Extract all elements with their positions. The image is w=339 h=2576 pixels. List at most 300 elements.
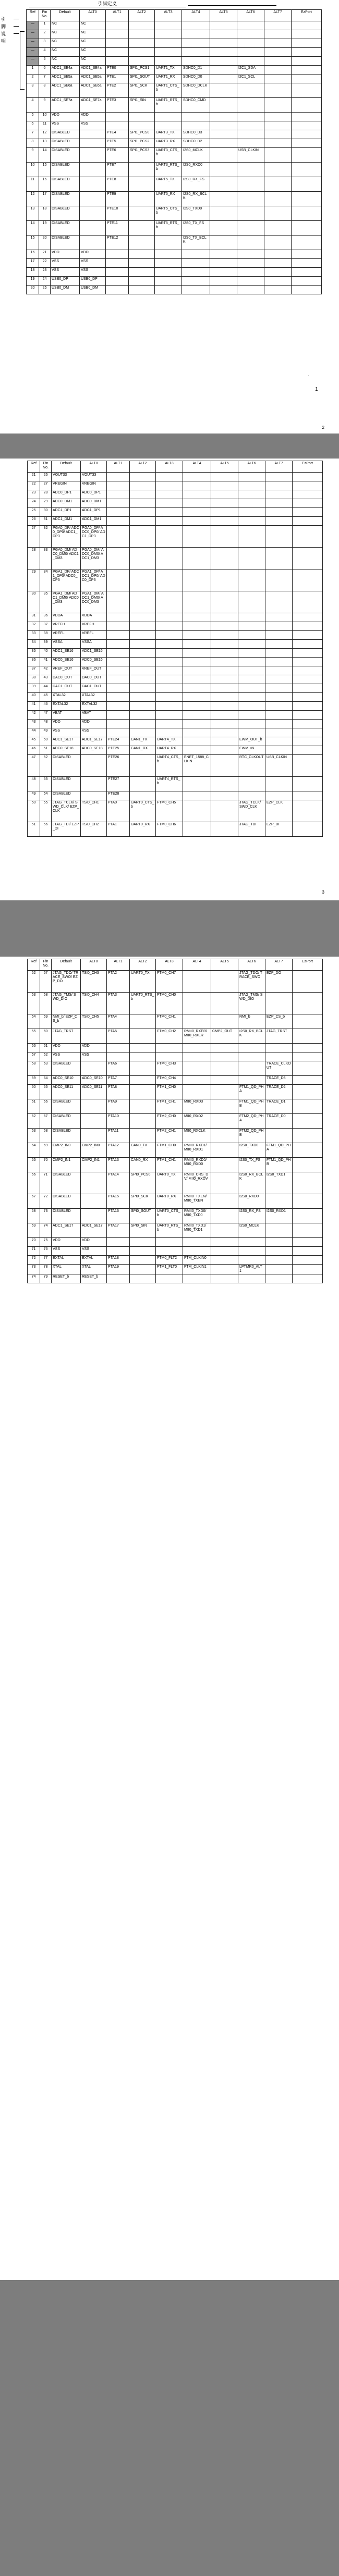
alt7-cell — [265, 1247, 293, 1256]
alt2-cell — [130, 1265, 156, 1274]
table-row — [28, 746, 323, 755]
alt4-cell: RMII0_TXD0/ MII0_TXD0 — [183, 1209, 211, 1223]
ref-cell: — — [27, 48, 39, 57]
alt4-cell — [182, 113, 210, 121]
alt0-cell — [80, 148, 106, 163]
pin-number-cell: 26 — [40, 473, 52, 481]
ref-cell: 60 — [28, 1085, 40, 1099]
ezport-cell — [293, 791, 323, 800]
table-row — [28, 1085, 323, 1099]
ezport-cell — [293, 800, 323, 822]
alt3-cell — [155, 236, 182, 250]
alt1-cell: PTE5 — [106, 139, 129, 148]
ref-cell: 9 — [27, 148, 39, 163]
alt2-cell: CAN0_RX — [130, 1158, 156, 1172]
ezport-cell — [292, 121, 322, 130]
ezport-cell — [293, 1029, 323, 1044]
table-row — [27, 66, 322, 75]
alt1-cell: PTA0 — [107, 800, 130, 822]
default-cell: DISABLED — [52, 1209, 81, 1223]
alt5-cell — [211, 481, 238, 490]
alt2-cell: SPI1_SIN — [129, 98, 155, 113]
alt3-cell: FTM1_CH0 — [156, 1143, 183, 1158]
alt2-cell — [130, 720, 156, 728]
alt6-cell — [238, 508, 265, 517]
default-cell: NC — [51, 48, 80, 57]
table-row — [27, 259, 322, 268]
alt6-cell — [237, 98, 264, 113]
pin-number-cell: 12 — [39, 130, 51, 139]
alt5-cell — [211, 1099, 238, 1114]
default-cell: DISABLED — [52, 1099, 81, 1114]
alt0-cell: ADC0_SE10 — [81, 1076, 107, 1085]
alt2-cell — [130, 1099, 156, 1114]
alt6-cell: LPTMR0_ALT1 — [238, 1265, 265, 1274]
ref-cell: 18 — [27, 268, 39, 277]
alt5-cell — [211, 755, 238, 777]
alt6-cell — [238, 1238, 265, 1247]
table-row — [28, 1044, 323, 1052]
default-cell: VSS — [51, 268, 80, 277]
ezport-cell — [293, 548, 323, 569]
ezport-cell — [293, 1265, 323, 1274]
default-cell: XTAL32 — [52, 693, 81, 702]
alt1-cell: PTA9 — [107, 1099, 130, 1114]
table-row — [28, 737, 323, 746]
alt2-cell — [130, 658, 156, 666]
alt4-cell — [182, 48, 210, 57]
alt5-cell — [210, 221, 237, 236]
table-row — [28, 1256, 323, 1265]
default-cell: VSSA — [52, 640, 81, 649]
alt1-cell — [107, 711, 130, 720]
pin-number-cell: 14 — [39, 148, 51, 163]
default-cell: DAC0_OUT — [52, 675, 81, 684]
alt7-cell: EZP_CS_b — [265, 1014, 293, 1029]
alt4-cell — [183, 631, 211, 640]
alt4-cell — [183, 1076, 211, 1085]
alt7-cell — [265, 569, 293, 591]
pin-number-cell: 58 — [40, 993, 52, 1014]
pin-number-cell: 70 — [40, 1158, 52, 1172]
alt5-cell — [210, 83, 237, 98]
alt3-cell — [156, 631, 183, 640]
pin-number-cell: 54 — [40, 791, 52, 800]
alt5-cell — [211, 508, 238, 517]
alt3-cell: UART1_RTS_b — [155, 98, 182, 113]
alt7-cell — [264, 30, 292, 39]
alt3-cell: UART1_TX — [155, 66, 182, 75]
pin-number-cell: 17 — [39, 192, 51, 206]
table-row — [27, 139, 322, 148]
alt6-cell: FTM1_QD_PHA — [238, 1085, 265, 1099]
alt7-cell — [265, 993, 293, 1014]
alt5-cell — [211, 499, 238, 508]
alt2-cell: UART0_RX — [130, 822, 156, 837]
table-row — [27, 121, 322, 130]
default-cell: VSS — [52, 728, 81, 737]
alt7-cell — [264, 163, 292, 177]
ref-cell: 31 — [28, 613, 40, 622]
ref-cell: 40 — [28, 693, 40, 702]
alt6-cell: USB_CLKIN — [237, 148, 264, 163]
ref-cell: 72 — [28, 1256, 40, 1265]
alt4-cell — [183, 693, 211, 702]
alt7-cell — [265, 1194, 293, 1209]
alt2-cell: SPI0_SCK — [130, 1194, 156, 1209]
alt3-cell — [156, 526, 183, 548]
alt4-cell — [182, 121, 210, 130]
alt7-cell — [264, 177, 292, 192]
ref-cell: 16 — [27, 250, 39, 259]
alt7-cell — [264, 121, 292, 130]
alt0-cell — [80, 177, 106, 192]
alt7-cell: FTM1_QD_PHB — [265, 1158, 293, 1172]
side-tick — [14, 26, 19, 27]
alt6-cell — [237, 286, 264, 294]
ezport-cell — [292, 268, 322, 277]
pin-number-cell: 75 — [40, 1238, 52, 1247]
alt0-cell — [81, 1129, 107, 1143]
ezport-cell — [292, 192, 322, 206]
alt7-cell — [264, 277, 292, 286]
alt1-cell — [106, 286, 129, 294]
alt3-cell — [156, 791, 183, 800]
alt6-cell — [238, 720, 265, 728]
alt5-cell — [210, 30, 237, 39]
alt1-cell: PTA10 — [107, 1114, 130, 1129]
default-cell: JTAG_TDI/ EZP_DI — [52, 822, 81, 837]
alt6-cell — [238, 666, 265, 675]
alt3-cell — [155, 21, 182, 30]
table-header-row — [28, 959, 323, 971]
alt4-cell — [183, 684, 211, 693]
pin-number-cell: 69 — [40, 1143, 52, 1158]
ref-cell: 13 — [27, 206, 39, 221]
alt0-cell: ADC0_SE18 — [81, 746, 107, 755]
alt5-cell — [211, 746, 238, 755]
alt7-cell — [264, 206, 292, 221]
alt6-cell — [238, 777, 265, 791]
ref-cell: 70 — [28, 1238, 40, 1247]
alt1-cell — [106, 21, 129, 30]
alt0-cell — [80, 192, 106, 206]
ref-cell: 17 — [27, 259, 39, 268]
side-label: 脚 — [1, 24, 6, 29]
pin-number-cell: 21 — [39, 250, 51, 259]
alt6-cell — [237, 121, 264, 130]
alt5-cell — [210, 48, 237, 57]
default-cell: VSS — [51, 121, 80, 130]
ezport-cell — [292, 39, 322, 48]
alt4-cell — [183, 517, 211, 526]
ezport-cell — [293, 684, 323, 693]
alt3-cell — [156, 481, 183, 490]
page-title: 引脚定义 — [29, 1, 186, 7]
alt4-cell — [183, 720, 211, 728]
column-header: Default — [52, 461, 81, 473]
ref-cell: 11 — [27, 177, 39, 192]
table-row — [28, 1172, 323, 1194]
alt0-cell: NC — [80, 30, 106, 39]
column-header: ALT0 — [80, 10, 106, 21]
table-row — [28, 1209, 323, 1223]
alt3-cell: FTM0_CH4 — [156, 1076, 183, 1085]
alt3-cell — [156, 720, 183, 728]
alt4-cell: SDHC0_D1 — [182, 66, 210, 75]
column-header: ALT3 — [155, 10, 182, 21]
alt1-cell — [107, 499, 130, 508]
alt4-cell — [182, 268, 210, 277]
table-row — [27, 277, 322, 286]
alt0-cell — [81, 1194, 107, 1209]
ref-cell: 51 — [28, 822, 40, 837]
default-cell: NMI_b/ EZP_CS_b — [52, 1014, 81, 1029]
ref-cell: 19 — [27, 277, 39, 286]
ref-cell: — — [27, 21, 39, 30]
alt3-cell: UART4_CTS_b — [156, 755, 183, 777]
ref-cell: 10 — [27, 163, 39, 177]
table-row — [28, 1158, 323, 1172]
alt6-cell — [238, 1247, 265, 1256]
alt0-cell: VDD — [80, 250, 106, 259]
alt6-cell — [237, 259, 264, 268]
table-row — [28, 569, 323, 591]
alt6-cell — [237, 30, 264, 39]
alt6-cell: I2S0_TX_FS — [238, 1158, 265, 1172]
pin-number-cell: 49 — [40, 728, 52, 737]
alt7-cell — [265, 777, 293, 791]
alt2-cell: SPI1_PCS3 — [129, 148, 155, 163]
alt5-cell — [211, 1044, 238, 1052]
default-cell: VSS — [52, 1247, 81, 1256]
alt3-cell — [156, 622, 183, 631]
alt7-cell — [265, 711, 293, 720]
alt0-cell: VSSA — [81, 640, 107, 649]
table-row — [27, 163, 322, 177]
alt0-cell — [80, 221, 106, 236]
table-row — [28, 658, 323, 666]
ref-cell: 21 — [28, 473, 40, 481]
alt7-cell — [265, 728, 293, 737]
alt0-cell: ADC1_SE17 — [81, 737, 107, 746]
alt1-cell — [106, 277, 129, 286]
alt0-cell — [80, 130, 106, 139]
pin-number-cell: 4 — [39, 48, 51, 57]
ref-cell: 61 — [28, 1099, 40, 1114]
ref-cell: 2 — [27, 75, 39, 83]
ref-cell: 66 — [28, 1172, 40, 1194]
alt2-cell — [130, 675, 156, 684]
pin-number-cell: 35 — [40, 591, 52, 613]
alt6-cell — [238, 728, 265, 737]
table-row — [28, 1061, 323, 1076]
ezport-cell — [293, 720, 323, 728]
table-row — [28, 800, 323, 822]
alt5-cell — [211, 1014, 238, 1029]
alt5-cell — [211, 720, 238, 728]
alt5-cell — [210, 163, 237, 177]
alt5-cell — [211, 1238, 238, 1247]
margin-mark: 1 — [315, 387, 318, 392]
alt0-cell: VOUT33 — [81, 473, 107, 481]
pin-number-cell: 7 — [39, 75, 51, 83]
alt5-cell — [211, 1209, 238, 1223]
default-cell: DISABLED — [52, 791, 81, 800]
default-cell: DISABLED — [51, 206, 80, 221]
column-header: Pin No. — [39, 10, 51, 21]
ezport-cell — [293, 569, 323, 591]
alt0-cell: EXTAL32 — [81, 702, 107, 711]
alt6-cell — [237, 113, 264, 121]
pin-number-cell: 9 — [39, 98, 51, 113]
alt7-cell — [264, 21, 292, 30]
default-cell: JTAG_TCLK/ SWD_CLK/ EZP_CLK — [52, 800, 81, 822]
table-row — [28, 1194, 323, 1209]
alt2-cell — [129, 163, 155, 177]
pin-number-cell: 78 — [40, 1265, 52, 1274]
alt0-cell: VSS — [80, 268, 106, 277]
ezport-cell — [293, 1223, 323, 1238]
alt2-cell — [130, 1052, 156, 1061]
alt0-cell: TSI0_CH1 — [81, 800, 107, 822]
table-row — [28, 517, 323, 526]
default-cell: VDDA — [52, 613, 81, 622]
document-page-2 — [0, 459, 339, 900]
alt3-cell — [156, 684, 183, 693]
alt1-cell — [106, 57, 129, 66]
alt3-cell — [155, 250, 182, 259]
alt0-cell: PGA0_DM/ ADC0_DM0/ ADC1_DM3 — [81, 548, 107, 569]
alt3-cell: UART3_RX — [155, 139, 182, 148]
alt7-cell — [265, 1044, 293, 1052]
alt6-cell — [237, 48, 264, 57]
alt2-cell — [129, 277, 155, 286]
default-cell: VDD — [51, 113, 80, 121]
alt4-cell — [183, 658, 211, 666]
table-row — [28, 684, 323, 693]
alt0-cell — [80, 236, 106, 250]
pin-number-cell: 79 — [40, 1274, 52, 1283]
alt7-cell — [265, 1129, 293, 1143]
alt0-cell — [81, 1099, 107, 1114]
ezport-cell — [292, 113, 322, 121]
ezport-cell — [292, 139, 322, 148]
alt7-cell — [265, 508, 293, 517]
alt2-cell — [130, 591, 156, 613]
ezport-cell — [292, 236, 322, 250]
table-row — [28, 711, 323, 720]
alt4-cell — [183, 702, 211, 711]
table-row — [28, 1014, 323, 1029]
alt5-cell — [210, 75, 237, 83]
table-row — [27, 192, 322, 206]
alt6-cell: I2C1_SCL — [237, 75, 264, 83]
alt4-cell — [182, 259, 210, 268]
table-row — [28, 993, 323, 1014]
ezport-cell — [293, 1172, 323, 1194]
alt3-cell: UART4_TX — [156, 737, 183, 746]
table-row — [27, 250, 322, 259]
alt2-cell — [130, 526, 156, 548]
alt4-cell — [183, 746, 211, 755]
alt5-cell — [211, 473, 238, 481]
alt1-cell — [107, 631, 130, 640]
alt0-cell — [81, 755, 107, 777]
pin-number-cell: 29 — [40, 499, 52, 508]
table-row — [28, 1247, 323, 1256]
alt2-cell — [129, 39, 155, 48]
alt0-cell: ADC1_SE4a — [80, 66, 106, 75]
alt4-cell — [183, 800, 211, 822]
side-label: 引 — [1, 17, 6, 22]
alt0-cell: ADC1_SE16 — [81, 649, 107, 658]
alt3-cell — [155, 121, 182, 130]
ezport-cell — [293, 755, 323, 777]
alt7-cell — [265, 791, 293, 800]
column-header: Default — [51, 10, 80, 21]
ref-cell: 45 — [28, 737, 40, 746]
alt4-cell: I2S0_RX_BCLK — [182, 192, 210, 206]
table-row — [28, 693, 323, 702]
alt7-cell — [265, 746, 293, 755]
alt5-cell — [211, 1158, 238, 1172]
alt7-cell — [265, 591, 293, 613]
alt3-cell: UART5_RX — [155, 192, 182, 206]
default-cell: CMP2_IN0 — [52, 1143, 81, 1158]
alt7-cell — [265, 1265, 293, 1274]
ref-cell: 67 — [28, 1194, 40, 1209]
alt2-cell: CAN0_TX — [130, 1143, 156, 1158]
alt5-cell — [211, 649, 238, 658]
alt6-cell: I2S0_MCLK — [238, 1223, 265, 1238]
alt4-cell — [183, 1274, 211, 1283]
alt1-cell: PTE24 — [107, 737, 130, 746]
ezport-cell — [293, 993, 323, 1014]
alt4-cell — [183, 499, 211, 508]
pin-number-cell: 3 — [39, 39, 51, 48]
alt0-cell: ADC1_SE5a — [80, 75, 106, 83]
ezport-cell — [292, 130, 322, 139]
alt1-cell — [107, 720, 130, 728]
default-cell: ADC1_SE17 — [52, 737, 81, 746]
alt1-cell: PTA19 — [107, 1265, 130, 1274]
alt4-cell — [182, 39, 210, 48]
alt7-cell: FTM1_QD_PHA — [265, 1143, 293, 1158]
alt6-cell: I2S0_TXD0 — [238, 1143, 265, 1158]
ezport-cell — [292, 206, 322, 221]
ref-cell: 24 — [28, 499, 40, 508]
alt4-cell — [183, 1052, 211, 1061]
alt2-cell — [129, 48, 155, 57]
column-header: ALT6 — [238, 461, 265, 473]
column-header: ALT3 — [156, 959, 183, 971]
pin-number-cell: 61 — [40, 1044, 52, 1052]
table-row — [28, 1099, 323, 1114]
alt7-cell — [264, 139, 292, 148]
alt7-cell — [264, 250, 292, 259]
alt2-cell — [130, 1114, 156, 1129]
alt0-cell: ADC1_SE17 — [81, 1223, 107, 1238]
alt1-cell — [106, 121, 129, 130]
ref-cell: 42 — [28, 711, 40, 720]
alt3-cell — [156, 728, 183, 737]
alt1-cell: PTE12 — [106, 236, 129, 250]
alt2-cell — [130, 499, 156, 508]
alt7-cell — [265, 473, 293, 481]
ref-cell: 22 — [28, 481, 40, 490]
alt1-cell — [107, 591, 130, 613]
